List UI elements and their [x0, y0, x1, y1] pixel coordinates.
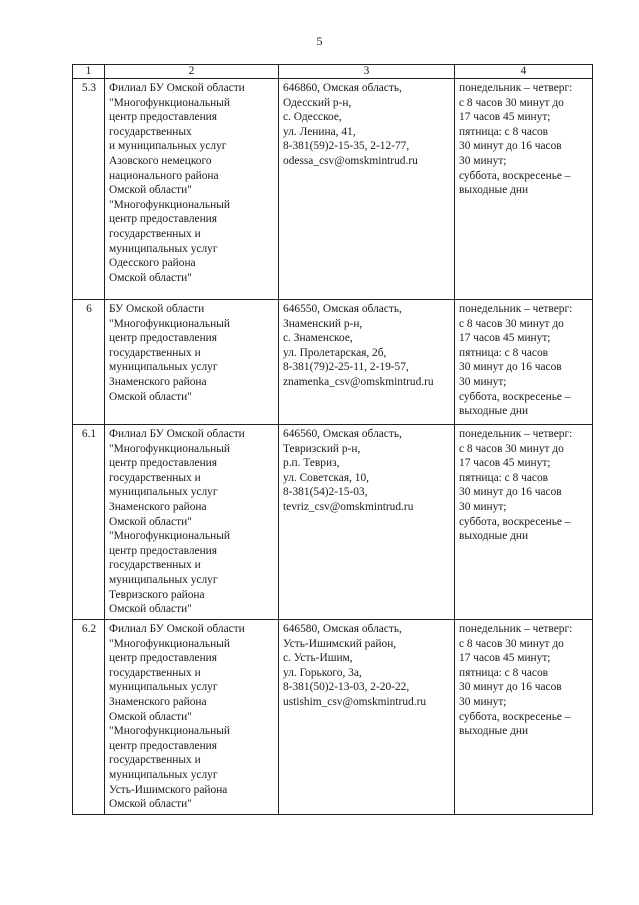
schedule-line: понедельник – четверг:	[459, 623, 573, 635]
name-line: государственных и	[109, 471, 201, 484]
schedule-line: понедельник – четверг:	[459, 428, 573, 440]
organization-name-cell	[105, 300, 279, 425]
address-line: Знаменский р-н,	[283, 317, 363, 330]
column-header-schedule: 4	[455, 65, 593, 79]
name-line: Азовского немецкого	[109, 154, 212, 167]
organization-name-cell	[105, 79, 279, 300]
schedule-line: пятница: с 8 часов	[459, 346, 549, 359]
schedule-line: выходные дни	[459, 405, 529, 418]
address-line: Усть-Ишимский район,	[283, 637, 397, 650]
address-line: 646580, Омская область,	[283, 623, 402, 635]
name-line: "Многофункциональный	[109, 198, 230, 211]
name-line: государственных и	[109, 346, 201, 359]
address-line: Тевризский р-н,	[283, 442, 361, 455]
email-line: ustishim_csv@omskmintrud.ru	[283, 695, 427, 708]
column-header-name: 2	[105, 65, 279, 79]
name-line: муниципальных услуг	[109, 681, 218, 694]
address-line: Одесский р-н,	[283, 96, 352, 109]
name-line: Омской области"	[109, 798, 192, 811]
name-line: Одесского района	[109, 257, 196, 270]
name-line: "Многофункциональный	[109, 637, 230, 650]
name-line: Филиал БУ Омской области	[109, 623, 245, 635]
schedule-line: суббота, воскресенье –	[459, 390, 571, 403]
name-line: "Многофункциональный	[109, 442, 230, 455]
address-line: с. Одесское,	[283, 111, 342, 124]
schedule-line: 30 минут до 16 часов	[459, 361, 562, 374]
name-line: Омской области"	[109, 515, 192, 528]
name-line: центр предоставления	[109, 111, 218, 124]
name-line: и муниципальных услуг	[109, 140, 227, 153]
name-line: государственных	[109, 125, 192, 138]
name-line: Филиал БУ Омской области	[109, 428, 245, 440]
schedule-line: суббота, воскресенье –	[459, 169, 571, 182]
name-line: государственных и	[109, 754, 201, 767]
phone-line: 8-381(79)2-25-11, 2-19-57,	[283, 361, 409, 374]
row-number: 6.2	[73, 620, 105, 815]
name-line: государственных и	[109, 666, 201, 679]
page-number: 5	[316, 34, 323, 48]
email-line: tevriz_csv@omskmintrud.ru	[283, 500, 414, 513]
address-line: 646860, Омская область,	[283, 82, 402, 94]
name-line: Тевризского района	[109, 588, 205, 601]
name-line: Омской области"	[109, 390, 192, 403]
schedule-line: 30 минут;	[459, 695, 507, 708]
schedule-line: с 8 часов 30 минут до	[459, 317, 564, 330]
address-line: ул. Горького, 3а,	[283, 666, 362, 679]
name-line: "Многофункциональный	[109, 96, 230, 109]
name-line: Омской области"	[109, 184, 192, 197]
row-number: 6	[73, 300, 105, 425]
name-line: центр предоставления	[109, 457, 218, 470]
name-line: муниципальных услуг	[109, 573, 218, 586]
schedule-line: 17 часов 45 минут;	[459, 332, 551, 345]
schedule-line: 30 минут до 16 часов	[459, 681, 562, 694]
name-line: центр предоставления	[109, 213, 218, 226]
address-cell	[279, 620, 455, 815]
organization-name-cell	[105, 425, 279, 620]
name-line: государственных и	[109, 227, 201, 240]
schedule-cell	[455, 425, 593, 620]
schedule-cell	[455, 79, 593, 300]
name-line: центр предоставления	[109, 739, 218, 752]
name-line: муниципальных услуг	[109, 768, 218, 781]
address-line: ул. Советская, 10,	[283, 471, 369, 484]
schedule-line: пятница: с 8 часов	[459, 471, 549, 484]
table-header-row	[73, 65, 593, 79]
name-line: "Многофункциональный	[109, 530, 230, 543]
schedule-cell	[455, 620, 593, 815]
schedule-line: 30 минут до 16 часов	[459, 140, 562, 153]
phone-line: 8-381(50)2-13-03, 2-20-22,	[283, 681, 410, 694]
schedule-line: 17 часов 45 минут;	[459, 457, 551, 470]
phone-line: 8-381(59)2-15-35, 2-12-77,	[283, 140, 410, 153]
column-header-number: 1	[73, 65, 105, 79]
name-line: БУ Омской области	[109, 303, 205, 315]
name-line: Омской области"	[109, 710, 192, 723]
name-line: центр предоставления	[109, 652, 218, 665]
address-line: ул. Ленина, 41,	[283, 125, 356, 138]
mfc-branches-table	[72, 64, 593, 815]
name-line: центр предоставления	[109, 332, 218, 345]
name-line: Знаменского района	[109, 695, 207, 708]
schedule-cell	[455, 300, 593, 425]
schedule-line: выходные дни	[459, 530, 529, 543]
schedule-line: 30 минут;	[459, 154, 507, 167]
schedule-line: 30 минут до 16 часов	[459, 486, 562, 499]
address-line: с. Усть-Ишим,	[283, 652, 353, 665]
name-line: Усть-Ишимского района	[109, 783, 228, 796]
phone-line: 8-381(54)2-15-03,	[283, 486, 368, 499]
email-line: odessa_csv@omskmintrud.ru	[283, 154, 418, 167]
name-line: центр предоставления	[109, 544, 218, 557]
table-row	[73, 300, 593, 425]
name-line: Филиал БУ Омской области	[109, 82, 245, 94]
address-cell	[279, 300, 455, 425]
name-line: Знаменского района	[109, 375, 207, 388]
schedule-line: с 8 часов 30 минут до	[459, 442, 564, 455]
schedule-line: выходные дни	[459, 725, 529, 738]
name-line: муниципальных услуг	[109, 242, 218, 255]
schedule-line: суббота, воскресенье –	[459, 515, 571, 528]
schedule-line: понедельник – четверг:	[459, 303, 573, 315]
address-line: 646550, Омская область,	[283, 303, 402, 315]
name-line: национального района	[109, 169, 219, 182]
schedule-line: с 8 часов 30 минут до	[459, 637, 564, 650]
table-row	[73, 620, 593, 815]
schedule-line: понедельник – четверг:	[459, 82, 573, 94]
schedule-line: 30 минут;	[459, 500, 507, 513]
name-line: "Многофункциональный	[109, 725, 230, 738]
organization-name-cell	[105, 620, 279, 815]
schedule-line: пятница: с 8 часов	[459, 125, 549, 138]
name-line: "Многофункциональный	[109, 317, 230, 330]
name-line: Омской области"	[109, 603, 192, 616]
table-row	[73, 425, 593, 620]
email-line: znamenka_csv@omskmintrud.ru	[283, 375, 434, 388]
address-line: р.п. Тевриз,	[283, 457, 340, 470]
row-number: 6.1	[73, 425, 105, 620]
schedule-line: суббота, воскресенье –	[459, 710, 571, 723]
row-number: 5.3	[73, 79, 105, 300]
address-cell	[279, 79, 455, 300]
address-cell	[279, 425, 455, 620]
name-line: муниципальных услуг	[109, 361, 218, 374]
column-header-address: 3	[279, 65, 455, 79]
schedule-line: выходные дни	[459, 184, 529, 197]
name-line: муниципальных услуг	[109, 486, 218, 499]
address-line: 646560, Омская область,	[283, 428, 402, 440]
schedule-line: с 8 часов 30 минут до	[459, 96, 564, 109]
name-line: Омской области"	[109, 271, 192, 284]
name-line: Знаменского района	[109, 500, 207, 513]
schedule-line: 17 часов 45 минут;	[459, 652, 551, 665]
schedule-line: 17 часов 45 минут;	[459, 111, 551, 124]
table-row	[73, 79, 593, 300]
schedule-line: пятница: с 8 часов	[459, 666, 549, 679]
address-line: с. Знаменское,	[283, 332, 353, 345]
name-line: государственных и	[109, 559, 201, 572]
schedule-line: 30 минут;	[459, 375, 507, 388]
address-line: ул. Пролетарская, 2б,	[283, 346, 387, 359]
